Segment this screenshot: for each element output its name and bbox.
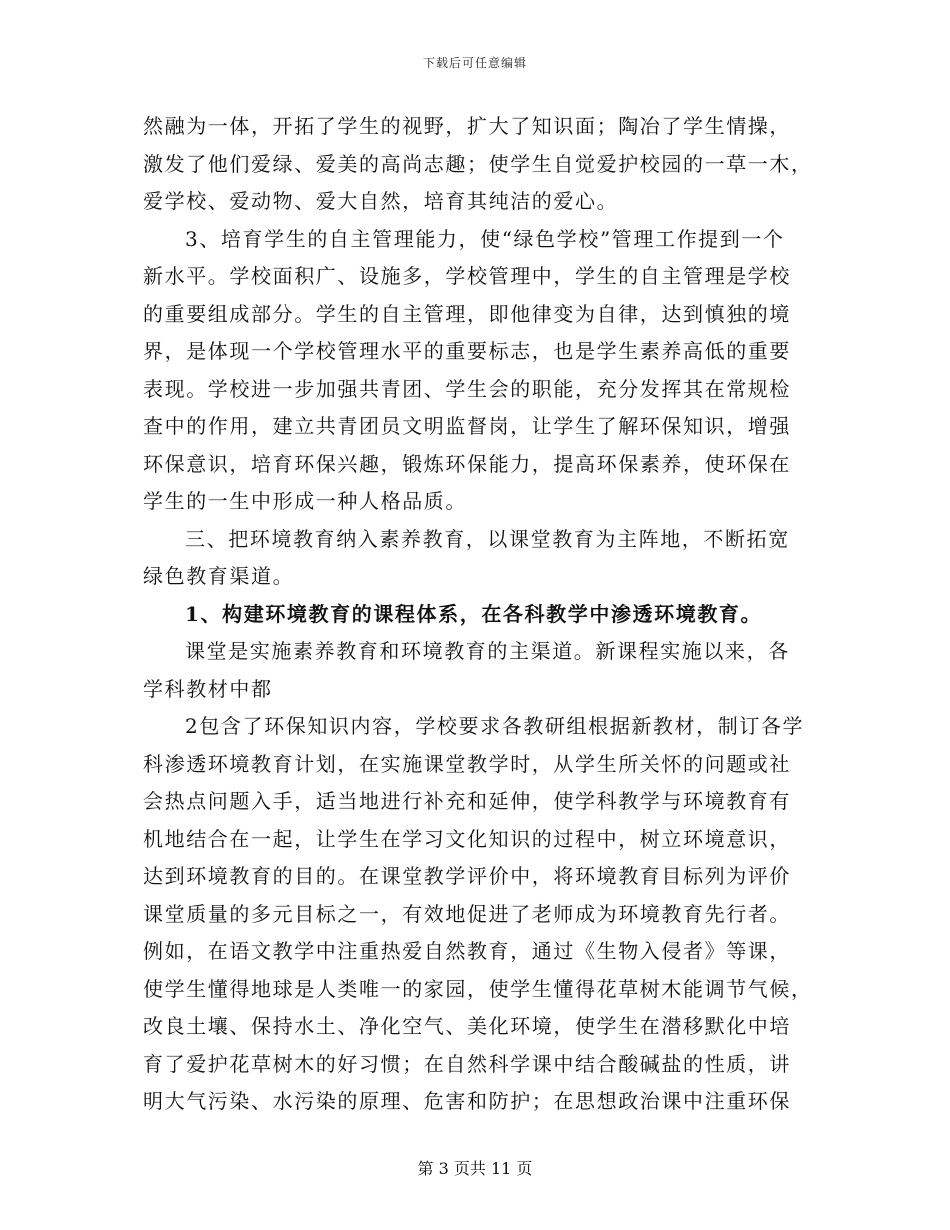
text-line: 会热点问题入手，适当地进行补充和延伸，使学科教学与环境教育有 [143,789,791,813]
text-line: 育了爱护花草树木的好习惯；在自然科学课中结合酸碱盐的性质，讲 [143,1051,791,1076]
document-body [143,108,815,1121]
text-line: 界，是体现一个学校管理水平的重要标志，也是学生素养高低的重要 [143,339,791,363]
text-line: 学生的一生中形成一种人格品质。 [143,489,467,513]
text-line: 激发了他们爱绿、爱美的高尚志趣；使学生自觉爱护校园的一草一木， [143,151,813,176]
paragraph-start-line: 课堂是实施素养教育和环境教育的主渠道。新课程实施以来，各 [185,639,790,663]
text-line: 绿色教育渠道。 [143,564,295,588]
section-heading-line: 三、把环境教育纳入素养教育，以课堂教育为主阵地，不断拓宽 [185,526,790,551]
text-line: 改良土壤、保持水土、净化空气、美化环境，使学生在潜移默化中培 [143,1014,791,1038]
text-line: 环保意识，培育环保兴趣，锻炼环保能力，提高环保素养，使环保在 [143,451,791,476]
text-line: 查中的作用，建立共青团员文明监督岗，让学生了解环保知识，增强 [143,414,791,438]
page-header: 下载后可任意编辑 [422,56,527,70]
text-line: 表现。学校进一步加强共青团、学生会的职能，充分发挥其在常规检 [143,376,791,401]
text-line: 达到环境教育的目的。在课堂教学评价中，将环境教育目标列为评价 [143,864,791,888]
text-line: 科渗透环境教育计划，在实施课堂教学时，从学生所关怀的问题或社 [143,751,791,776]
text-line: 课堂质量的多元目标之一，有效地促进了老师成为环境教育先行者。 [143,901,791,926]
text-line: 的重要组成部分。学生的自主管理，即他律变为自律，达到慎独的境 [143,301,791,326]
text-line: 爱学校、爱动物、爱大自然，培育其纯洁的爱心。 [143,189,619,213]
paragraph-start-line: 3、培育学生的自主管理能力，使“绿色学校”管理工作提到一个 [185,226,785,251]
text-line: 新水平。学校面积广、设施多，学校管理中，学生的自主管理是学校 [143,264,791,288]
text-line: 使学生懂得地球是人类唯一的家园，使学生懂得花草树木能调节气候， [143,976,813,1001]
text-line: 机地结合在一起，让学生在学习文化知识的过程中，树立环境意识， [143,826,791,851]
text-line: 例如，在语文教学中注重热爱自然教育，通过《生物入侵者》等课， [143,939,791,963]
text-line: 明大气污染、水污染的原理、危害和防护；在思想政治课中注重环保 [143,1089,791,1113]
text-line: 然融为一体，开拓了学生的视野，扩大了知识面；陶冶了学生情操， [143,114,791,138]
text-line: 学科教材中都 [143,676,273,701]
subsection-heading: 1、构建环境教育的课程体系，在各科教学中渗透环境教育。 [185,601,763,626]
paragraph-start-line: 2包含了环保知识内容，学校要求各教研组根据新教材，制订各学 [185,714,805,738]
page-number: 第 3 页共 11 页 [417,1159,533,1178]
